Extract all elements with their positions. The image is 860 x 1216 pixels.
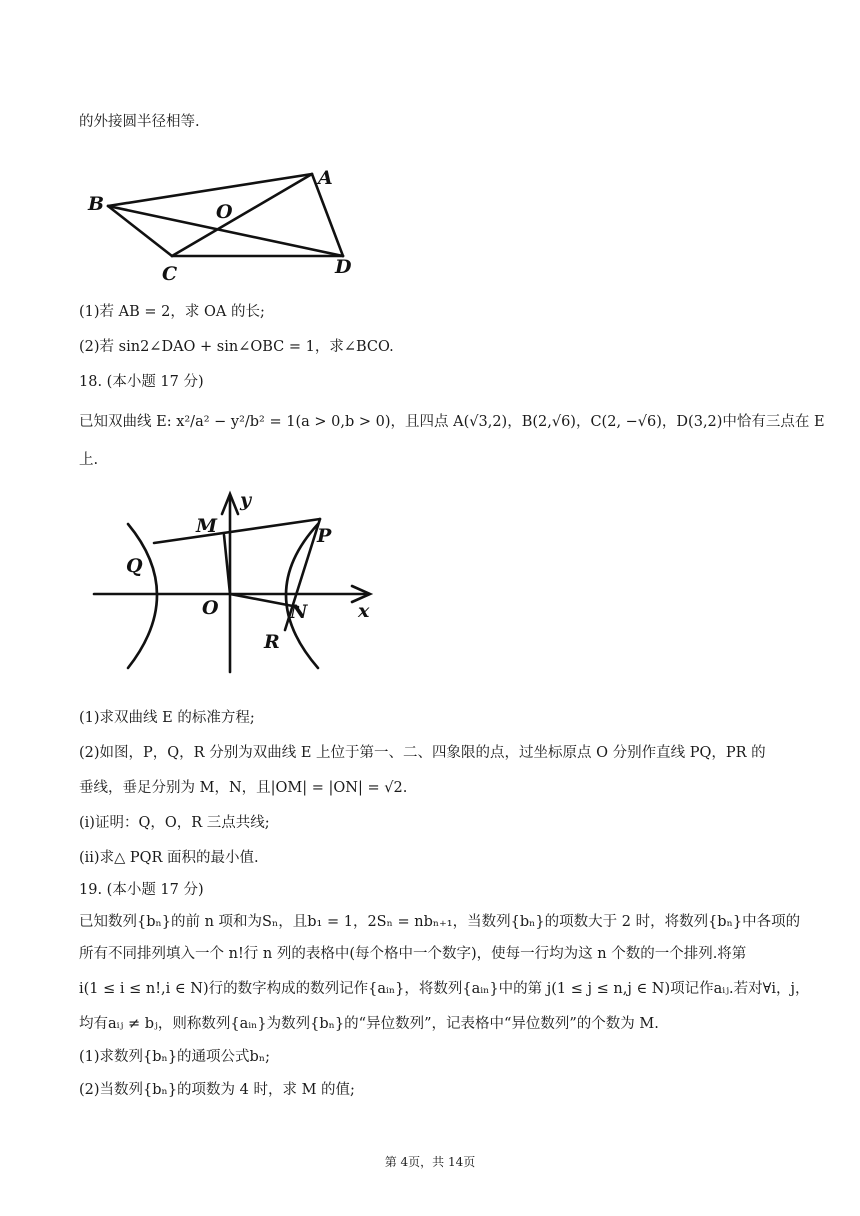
text-line-14: 所有不同排列填入一个 n!行 n 列的表格中(每个格中一个数字)，使每一行均为这 n 个数的一个排列.将第	[79, 946, 747, 962]
hyperbola-figure	[88, 490, 388, 690]
fig1-label-A: A	[318, 167, 333, 189]
text-line-10: (ⅰ)证明：Q，O，R 三点共线;	[79, 815, 270, 831]
fig2-label-O: O	[202, 597, 219, 619]
fig1-label-C: C	[162, 263, 178, 285]
quadrilateral-figure	[80, 160, 370, 290]
fig2-label-R: R	[264, 631, 280, 653]
text-line-15: i(1 ≤ i ≤ n!,i ∈ N)行的数字构成的数列记作{aᵢₙ}，将数列{aᵢₙ}中的第 j(1 ≤ j ≤ n,j ∈ N)项记作aᵢⱼ.若对∀i，j，	[79, 981, 810, 997]
text-line-17: (1)求数列{bₙ}的通项公式bₙ;	[79, 1049, 270, 1065]
fig1-label-B: B	[88, 193, 105, 215]
text-line-7: (1)求双曲线 E 的标准方程;	[79, 710, 255, 726]
text-line-11: (ⅱ)求△ PQR 面积的最小值.	[79, 850, 259, 866]
fig1-label-O: O	[216, 201, 233, 223]
text-line-16: 均有aᵢⱼ ≠ bⱼ，则称数列{aᵢₙ}为数列{bₙ}的“异位数列”，记表格中“异位数列”的个数为 M.	[79, 1016, 659, 1032]
page-footer: 第 4页，共 14页	[384, 1155, 476, 1169]
fig2-label-y: y	[240, 490, 252, 511]
text-line-9: 垂线，垂足分别为 M，N，且|OM| = |ON| = √2.	[79, 780, 408, 796]
fig2-label-P: P	[317, 525, 332, 547]
text-line-1: 的外接圆半径相等.	[79, 114, 200, 130]
fig2-label-M: M	[196, 515, 218, 537]
text-line-8: (2)如图，P，Q，R 分别为双曲线 E 上位于第一、二、四象限的点，过坐标原点 O 分别作直线 PQ，PR 的	[79, 745, 766, 761]
text-line-5: 已知双曲线 E: x²/a² − y²/b² = 1(a > 0,b > 0)，且四点 A(√3,2)，B(2,√6)，C(2, −√6)，D(3,2)中恰有三点在 E	[79, 414, 825, 430]
fig1-label-D: D	[335, 256, 352, 278]
fig2-label-x: x	[358, 600, 370, 622]
text-line-18: (2)当数列{bₙ}的项数为 4 时，求 M 的值;	[79, 1082, 355, 1098]
text-line-2: (1)若 AB = 2，求 OA 的长;	[79, 304, 265, 320]
fig2-label-Q: Q	[126, 555, 143, 577]
text-line-6: 上.	[79, 452, 99, 468]
text-line-3: (2)若 sin2∠DAO + sin∠OBC = 1，求∠BCO.	[79, 339, 394, 355]
problem-19-heading: 19. (本小题 17 分)	[79, 882, 204, 898]
fig2-label-N: N	[290, 601, 308, 623]
text-line-13: 已知数列{bₙ}的前 n 项和为Sₙ，且b₁ = 1，2Sₙ = nbₙ₊₁，当数列{bₙ}的项数大于 2 时，将数列{bₙ}中各项的	[79, 914, 801, 930]
problem-18-heading: 18. (本小题 17 分)	[79, 374, 204, 390]
